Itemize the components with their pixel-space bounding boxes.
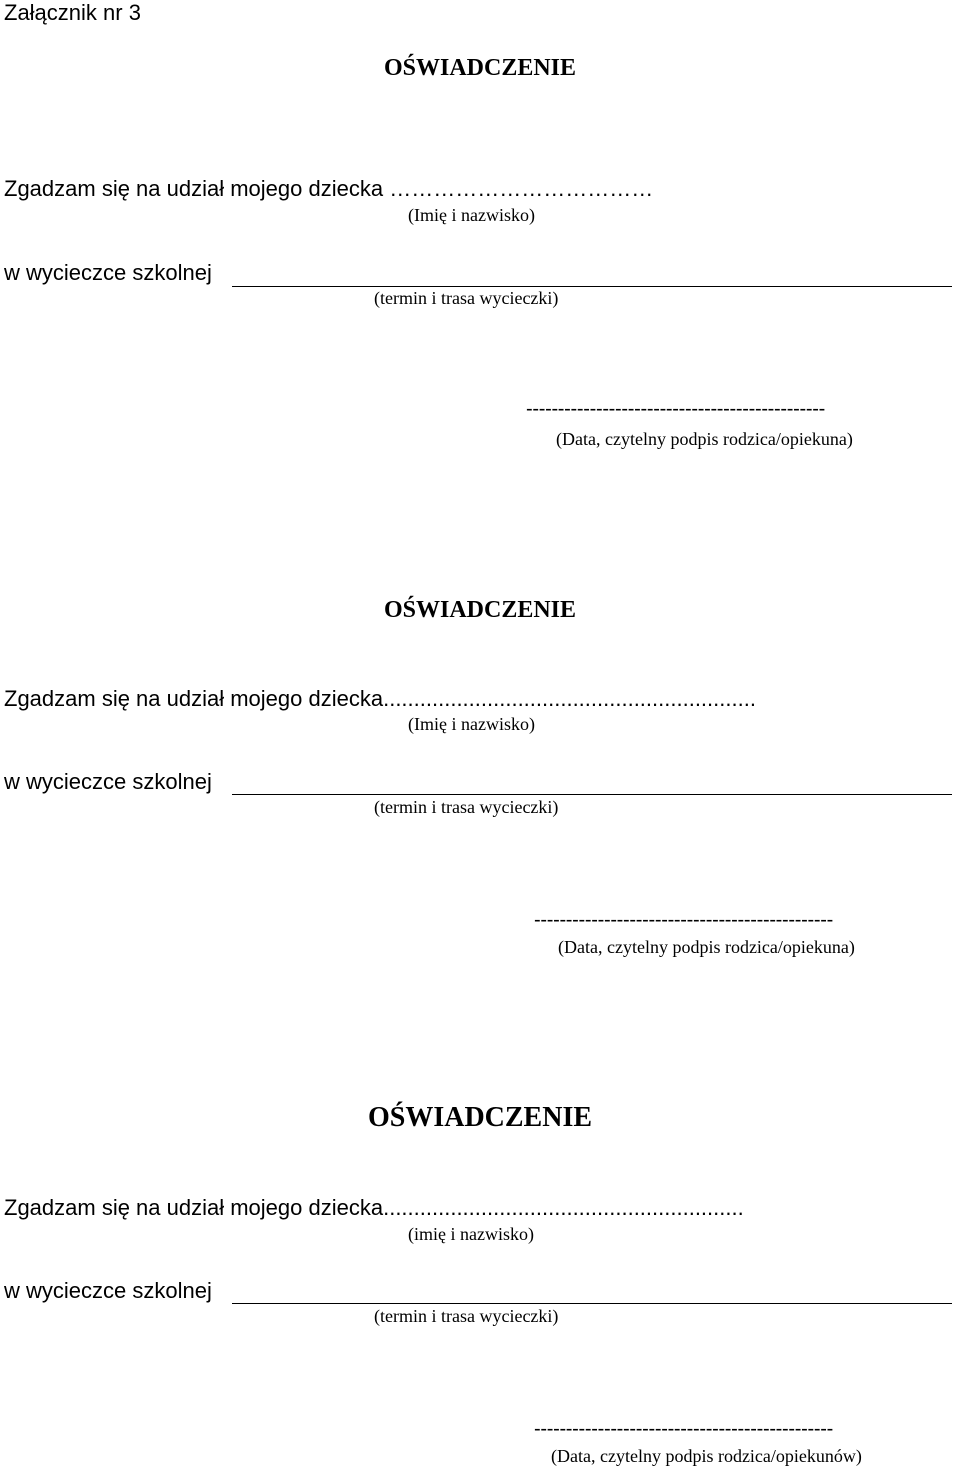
signature-line: ----------------------------------------------- bbox=[534, 1418, 833, 1440]
signature-line: ----------------------------------------------- bbox=[526, 398, 825, 420]
signature-caption: (Data, czytelny podpis rodzica/opiekuna) bbox=[556, 429, 853, 449]
consent-text: Zgadzam się na udział mojego dziecka........................................................... bbox=[4, 1195, 744, 1220]
signature-caption: (Data, czytelny podpis rodzica/opiekunów) bbox=[551, 1446, 862, 1466]
attachment-label: Załącznik nr 3 bbox=[4, 0, 141, 25]
trip-text: w wycieczce szkolnej bbox=[4, 260, 212, 285]
trip-caption: (termin i trasa wycieczki) bbox=[374, 1306, 559, 1326]
consent-text: Zgadzam się na udział mojego dziecka............................................................. bbox=[4, 686, 756, 711]
child-name-caption: (Imię i nazwisko) bbox=[408, 205, 535, 225]
trip-fill-line bbox=[232, 1303, 952, 1304]
statement-title: OŚWIADCZENIE bbox=[383, 55, 577, 81]
trip-caption: (termin i trasa wycieczki) bbox=[374, 288, 559, 308]
child-name-caption: (Imię i nazwisko) bbox=[408, 714, 535, 734]
child-name-caption: (imię i nazwisko) bbox=[408, 1224, 534, 1244]
trip-text: w wycieczce szkolnej bbox=[4, 769, 212, 794]
signature-line: ----------------------------------------------- bbox=[534, 909, 833, 931]
trip-fill-line bbox=[232, 286, 952, 287]
trip-text: w wycieczce szkolnej bbox=[4, 1278, 212, 1303]
trip-caption: (termin i trasa wycieczki) bbox=[374, 797, 559, 817]
signature-caption: (Data, czytelny podpis rodzica/opiekuna) bbox=[558, 937, 855, 957]
statement-title: OŚWIADCZENIE bbox=[383, 597, 577, 623]
consent-text: Zgadzam się na udział mojego dziecka ……………………………… bbox=[4, 176, 654, 201]
statement-title: OŚWIADCZENIE bbox=[367, 1102, 593, 1133]
trip-fill-line bbox=[232, 794, 952, 795]
